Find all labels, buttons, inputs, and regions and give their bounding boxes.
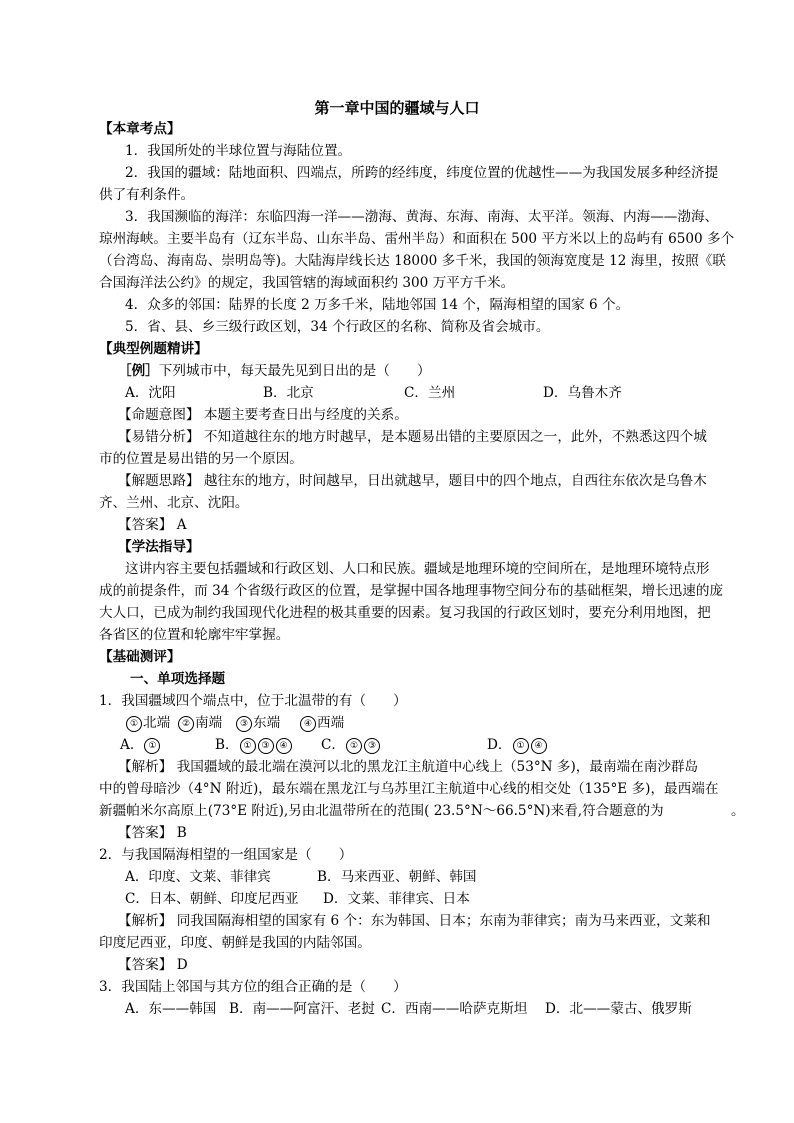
q2-answer-value: D (176, 957, 188, 973)
section-heading-basic-test: 【基础测评】 (99, 649, 181, 665)
key-point-1: 1．我国所处的半球位置与海陆位置。 (125, 143, 352, 159)
intent-tag: 【命题意图】 (118, 407, 200, 423)
question-2-options-row2 (125, 888, 525, 910)
circled-number-2: ② (178, 716, 194, 732)
intent-text: 本题主要考查日出与经度的关系。 (203, 407, 408, 423)
q1-explanation-line3: 新疆帕米尔高原上(73°E 附近),另由北温带所在的范围( 23.5°N～66.5°N)来看,符合题意的为 (99, 803, 664, 819)
error-text-1: 不知道越往东的地方时越早，是本题易出错的主要原因之一，此外，不熟悉这四个城 (203, 429, 707, 445)
q1-explanation-end: 。 (731, 803, 745, 819)
thinking-text-1: 越往东的地方，时间越早，日出就越早，题目中的四个地点，自西往东依次是乌鲁木 (203, 473, 707, 489)
error-tag: 【易错分析】 (118, 429, 200, 445)
q1-item-east: ③ 东端 (235, 712, 280, 734)
example-thinking-line2: 齐、兰州、北京、沈阳。 (99, 495, 249, 511)
q1-explanation-tag: 【解析】 (118, 759, 173, 775)
section-heading-examples: 【典型例题精讲】 (99, 341, 208, 357)
q2-option-d: D．文莱、菲律宾、日本 (323, 891, 470, 907)
example-option-c: C．兰州 (404, 385, 456, 401)
document-title: 第一章中国的疆域与人口 (314, 99, 480, 117)
q3-option-b: B．南——阿富汗、老挝 (229, 1001, 375, 1017)
q1-item-west: ④ 西端 (299, 712, 344, 734)
q1-answer-value: B (176, 825, 187, 841)
q2-option-b: B．马来西亚、朝鲜、韩国 (317, 869, 477, 885)
q3-option-a: A．东——韩国 (125, 1001, 217, 1017)
example-answer (118, 514, 187, 536)
example-option-d: D．乌鲁木齐 (543, 385, 622, 401)
question-2-options-row1 (125, 866, 525, 888)
q2-option-c: C．日本、朝鲜、印度尼西亚 (125, 891, 299, 907)
q1-item-north: ① 北端 (125, 712, 170, 734)
key-point-4: 4．众多的邻国：陆界的长度 2 万多千米，陆地邻国 14 个，隔海相望的国家 6 个。 (125, 297, 630, 313)
q3-option-c: C．西南——哈萨克斯坦 (381, 1001, 528, 1017)
example-options (125, 382, 685, 404)
q1-explanation-line2: 中的曾母暗沙（4°N 附近)，最东端在黑龙江与乌苏里江主航道中心线的相交处（135°E 多)，最西端在 (99, 781, 719, 797)
q3-option-d: D．北——蒙古、俄罗斯 (545, 1001, 692, 1017)
section-heading-key-points: 【本章考点】 (99, 121, 181, 137)
q2-explanation-line2: 印度尼西亚，印度、朝鲜是我国的内陆邻国。 (99, 935, 371, 951)
subsection-single-choice: 一、单项选择题 (130, 671, 226, 687)
question-1-options (120, 734, 600, 756)
question-2: 2．与我国隔海相望的一组国家是（ ） (99, 847, 353, 863)
q1-option-d: D． ① ④ (487, 734, 548, 756)
key-point-3-line2: 琼州海峡。主要半岛有（辽东半岛、山东半岛、雷州半岛）和面积在 500 平方米以上的岛屿有 6500 多个 (99, 231, 735, 247)
key-point-2-line2: 供了有利条件。 (99, 187, 195, 203)
section-heading-study-guide: 【学法指导】 (118, 539, 200, 555)
question-3: 3．我国陆上邻国与其方位的组合正确的是（ ） (99, 979, 407, 995)
question-1-items (125, 712, 425, 734)
example-option-b: B．北京 (263, 385, 314, 401)
example-option-a: A．沈阳 (125, 385, 176, 401)
key-point-3-line1: 3．我国濒临的海洋：东临四海一洋——渤海、黄海、东海、南海、太平洋。领海、内海——渤海、 (125, 209, 719, 225)
q1-explanation-line1: 【解析】 我国疆域的最北端在漠河以北的黑龙江主航道中心线上（53°N 多)，最南端在南沙群岛 (118, 759, 699, 775)
question-1: 1．我国疆域四个端点中，位于北温带的有（ ） (99, 693, 407, 709)
example-thinking-line1 (118, 470, 707, 492)
guide-line-2: 成的前提条件，而 34 个省级行政区的位置，是掌握中国各地理事物空间分布的基础框架，增长迅速的庞 (99, 583, 724, 599)
q2-option-a: A．印度、文莱、菲律宾 (125, 869, 271, 885)
q1-option-b: B． ① ③ ④ (215, 734, 293, 756)
circled-number-3: ③ (236, 716, 252, 732)
example-error-line2: 市的位置是易出错的另一个原因。 (99, 451, 303, 467)
q2-explanation-tag: 【解析】 (118, 913, 173, 929)
q2-answer-tag: 【答案】 (118, 957, 173, 973)
guide-line-3: 大人口，已成为制约我国现代化进程的极其重要的因素。复习我国的行政区划时，要充分利用地图，把 (99, 605, 711, 621)
circled-number-1: ① (126, 716, 142, 732)
key-point-5: 5．省、县、乡三级行政区划，34 个行政区的名称、简称及省会城市。 (125, 319, 550, 335)
q1-option-a: A． ① (120, 734, 161, 756)
key-point-2-line1: 2．我国的疆域：陆地面积、四端点，所跨的经纬度，纬度位置的优越性——为我国发展多种经济提 (125, 165, 719, 181)
key-point-3-line3: （台湾岛、海南岛、崇明岛等)。大陆海岸线长达 18000 多千米，我国的领海宽度是 12 海里，按照《联 (99, 253, 726, 269)
key-point-3-line4: 合国海洋法公约》的规定，我国管辖的海域面积约 300 万平方千米。 (99, 275, 515, 291)
circled-number-4: ④ (300, 716, 316, 732)
guide-line-1: 这讲内容主要包括疆域和行政区划、人口和民族。疆域是地理环境的空间所在，是地理环境特点形 (125, 561, 710, 577)
example-question (118, 360, 431, 382)
example-tag: ［例］ (118, 363, 159, 379)
answer-value: A (176, 517, 187, 533)
q2-explanation-line1: 【解析】 同我国隔海相望的国家有 6 个：东为韩国、日本；东南为菲律宾；南为马来西亚，文莱和 (118, 913, 711, 929)
answer-tag: 【答案】 (118, 517, 173, 533)
example-intent (118, 404, 408, 426)
q1-item-south: ② 南端 (177, 712, 222, 734)
q1-answer-tag: 【答案】 (118, 825, 173, 841)
q1-answer (118, 822, 187, 844)
guide-line-4: 各省区的位置和轮廓牢牢掌握。 (99, 627, 290, 643)
q1-option-c: C． ① ③ (321, 734, 381, 756)
thinking-tag: 【解题思路】 (118, 473, 200, 489)
example-question-text: 下列城市中，每天最先见到日出的是（ ） (158, 363, 431, 379)
q2-answer (118, 954, 188, 976)
example-error-line1 (118, 426, 707, 448)
question-3-options (125, 998, 725, 1020)
